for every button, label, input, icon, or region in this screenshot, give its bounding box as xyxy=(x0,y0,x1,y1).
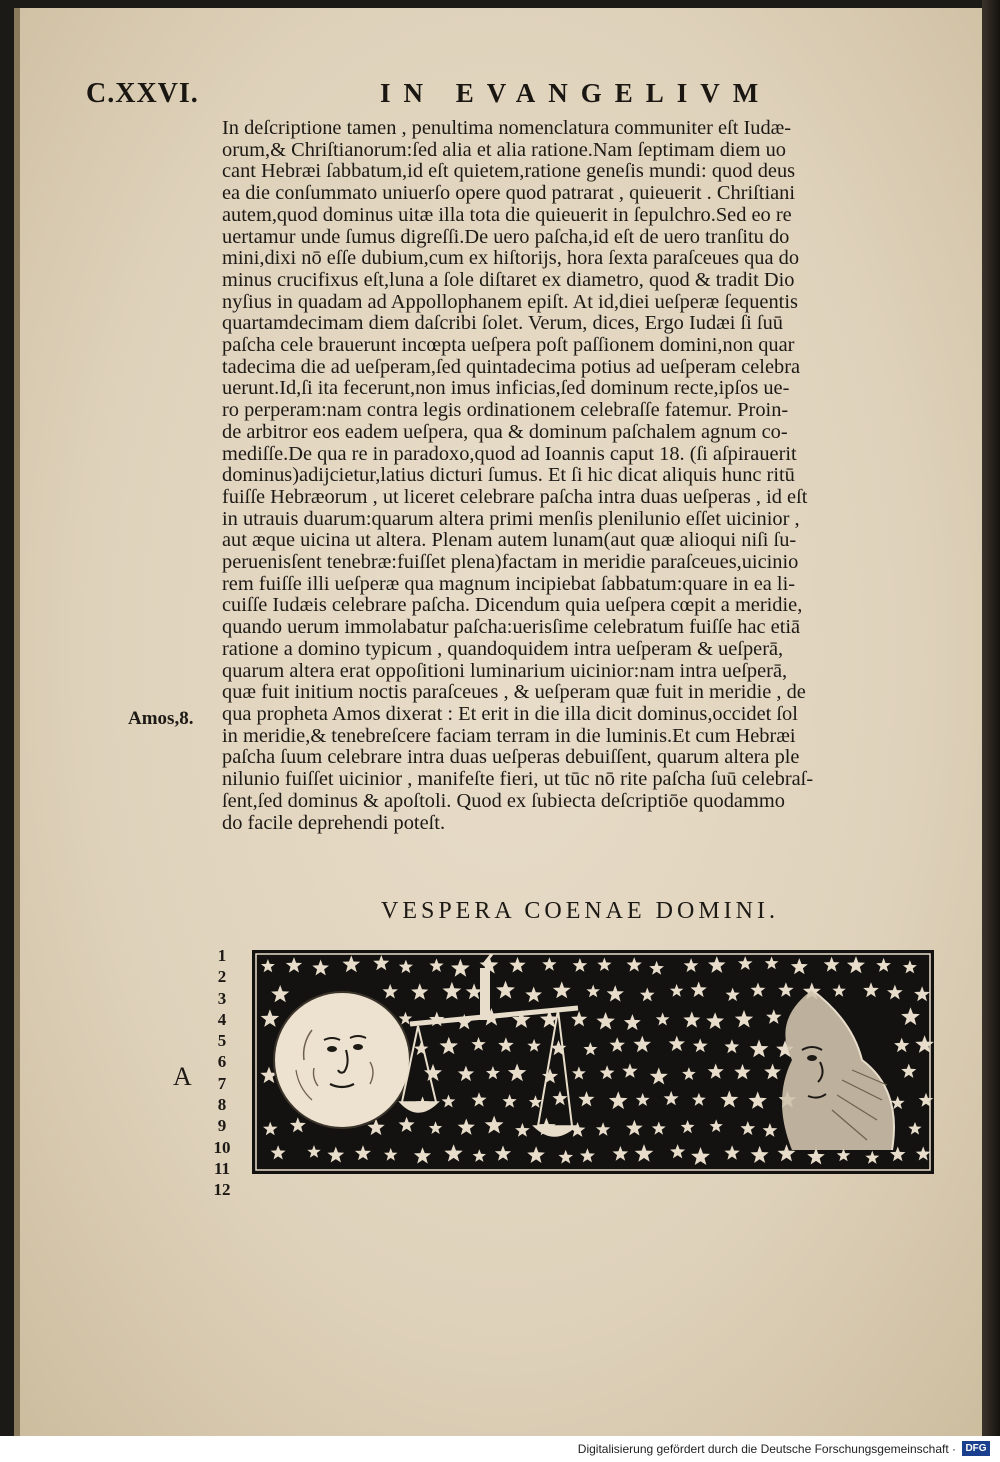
text-line: de arbitror eos eadem ueſpera, qua & dominum paſchalem agnum co- xyxy=(222,421,788,443)
text-line: quæ fuit initium noctis paraſceues , & ueſperam quæ fuit in meridie , de xyxy=(222,682,806,704)
page-edge-shadow xyxy=(982,0,1000,1440)
text-line: ro perperam:nam contra legis ordinationem celebraſſe fatemur. Proin- xyxy=(222,400,789,422)
text-line: mini,dixi nō eſſe dubium,cum ex hiſtorijs, hora ſexta paraſceues qua do xyxy=(222,248,800,270)
text-line: rem fuiſſe illi ueſperæ qua magnum incipiebat ſabbatum:quare in ea li- xyxy=(222,573,796,595)
folio-number: C.XXVI. xyxy=(86,78,199,109)
text-line: in meridie,& tenebreſcere faciam terram in die luminis.Et cum Hebræi xyxy=(222,725,796,747)
hour-number: 1 xyxy=(217,946,227,965)
hour-number: 10 xyxy=(213,1137,231,1157)
body-text xyxy=(222,118,940,834)
text-line: dominus)adijcietur,latius dicturi ſumus. Et ſi hic dicat aliquis hunc ritū xyxy=(222,465,795,487)
dfg-logo: DFG xyxy=(962,1441,990,1456)
text-line: cant Hebræi ſabbatum,id eſt quietem,ratione geneſis mundi: quod deus xyxy=(222,161,796,183)
hour-number: 8 xyxy=(217,1095,227,1115)
text-line: quartamdecimam diem daſcribi ſolet. Verum, dices, Ergo Iudæi ſi ſuū xyxy=(222,313,783,335)
hour-number: 5 xyxy=(217,1031,227,1051)
marginal-note: Amos,8. xyxy=(128,708,194,729)
text-line: mediſſe.De qua re in paradoxo,quod ad Ioannis caput 18. (ſi aſpirauerit xyxy=(222,443,797,465)
text-line: ſent,ſed dominus & apoſtoli. Quod ex ſubiecta deſcriptiōe quodammo xyxy=(222,790,785,812)
hour-number: 9 xyxy=(217,1116,227,1136)
text-line: aut æque uicina ut altera. Plenam autem lunam(aut quæ alioqui niſi ſu- xyxy=(222,530,797,552)
text-line: paſcha ſuum celebrare intra duas ueſperas debuiſſent, quarum altera ple xyxy=(222,747,800,769)
text-line: In deſcriptione tamen , penultima nomenclatura communiter eſt Iudæ- xyxy=(222,118,792,139)
text-line: nilunio fuiſſet uicinior , manifeſte fieri, ut tūc nō rite paſcha ſuū celebraſ- xyxy=(222,769,814,791)
hour-number: 2 xyxy=(217,967,227,987)
moon-face-icon xyxy=(274,992,410,1128)
hour-number: 12 xyxy=(213,1180,231,1200)
text-line: do facile deprehendi poteſt. xyxy=(222,812,446,834)
hour-number: 3 xyxy=(217,988,227,1008)
text-line: orum,& Chriſtianorum:ſed alia et alia ratione.Nam ſeptimam diem uo xyxy=(222,139,786,161)
text-line: qua propheta Amos dixerat : Et erit in die illa dicit dominus,occidet ſol xyxy=(222,703,798,725)
woodcut-illustration xyxy=(252,950,934,1174)
text-line: cuiſſe Iudæis celebrare paſcha. Dicendum quia ueſpera cœpit a meridie, xyxy=(222,595,803,617)
text-line: ea die conſummato uniuerſo opere quod patrarat , quieuerit . Chriſtiani xyxy=(222,183,796,205)
text-line: minus crucifixus eſt,luna a ſole diſtaret ex diametro, quod & tradit Dio xyxy=(222,269,795,291)
text-line: tadecima die ad ueſperam,ſed quintadecima potius ad ueſperam celebra xyxy=(222,356,801,378)
page-header xyxy=(0,70,1000,110)
footer-bar xyxy=(0,1436,1000,1462)
figure-title: VESPERA COENAE DOMINI. xyxy=(380,898,779,924)
footer-credit: Digitalisierung gefördert durch die Deutsche Forschungsgemeinschaft · xyxy=(577,1442,956,1456)
text-line: nyſius in quadam ad Appollophanem epiſt. At id,diei ueſperæ ſequentis xyxy=(222,291,798,313)
hour-number: 6 xyxy=(217,1052,227,1072)
hour-numbers xyxy=(208,945,236,1201)
text-line: fuiſſe Hebræorum , ut liceret celebrare paſcha intra duas ueſperas , id eſt xyxy=(222,486,808,508)
text-line: peruenisſent tenebræ:fuiſſet plena)factam in meridie paraſceues,uicinio xyxy=(222,552,799,574)
text-line: uertamur unde ſumus digreſſi.De uero paſcha,id eſt de uero tranſitu do xyxy=(222,226,790,248)
hour-number: 4 xyxy=(217,1009,227,1029)
text-line: quando uerum immolabatur paſcha:uerisſime celebratum fuiſſe hac etiā xyxy=(222,617,801,639)
text-line: autem,quod dominus uitæ illa tota die quieuerit in ſepulchro.Sed eo re xyxy=(222,204,792,226)
running-title: IN EVANGELIVM xyxy=(380,78,772,108)
hour-number: 7 xyxy=(217,1073,227,1093)
text-line: uerunt.Id,ſi ita fecerunt,non imus inficias,ſed dominum recte,ipſos ue- xyxy=(222,378,790,400)
figure-side-letter: A xyxy=(173,1062,192,1091)
text-line: ratione a domino typicum , quandoquidem intra ueſperam & ueſperā, xyxy=(222,638,784,660)
text-line: quarum altera erat oppoſitioni luminarium uicinior:nam intra ueſperā, xyxy=(222,660,788,682)
text-line: in utrauis duarum:quarum altera primi menſis plenilunio eſſet uicinior , xyxy=(222,508,800,530)
text-line: paſcha cele brauerunt incœpta ueſpera poſt paſſionem domini,non quar xyxy=(222,335,795,357)
hour-number: 11 xyxy=(213,1158,231,1178)
